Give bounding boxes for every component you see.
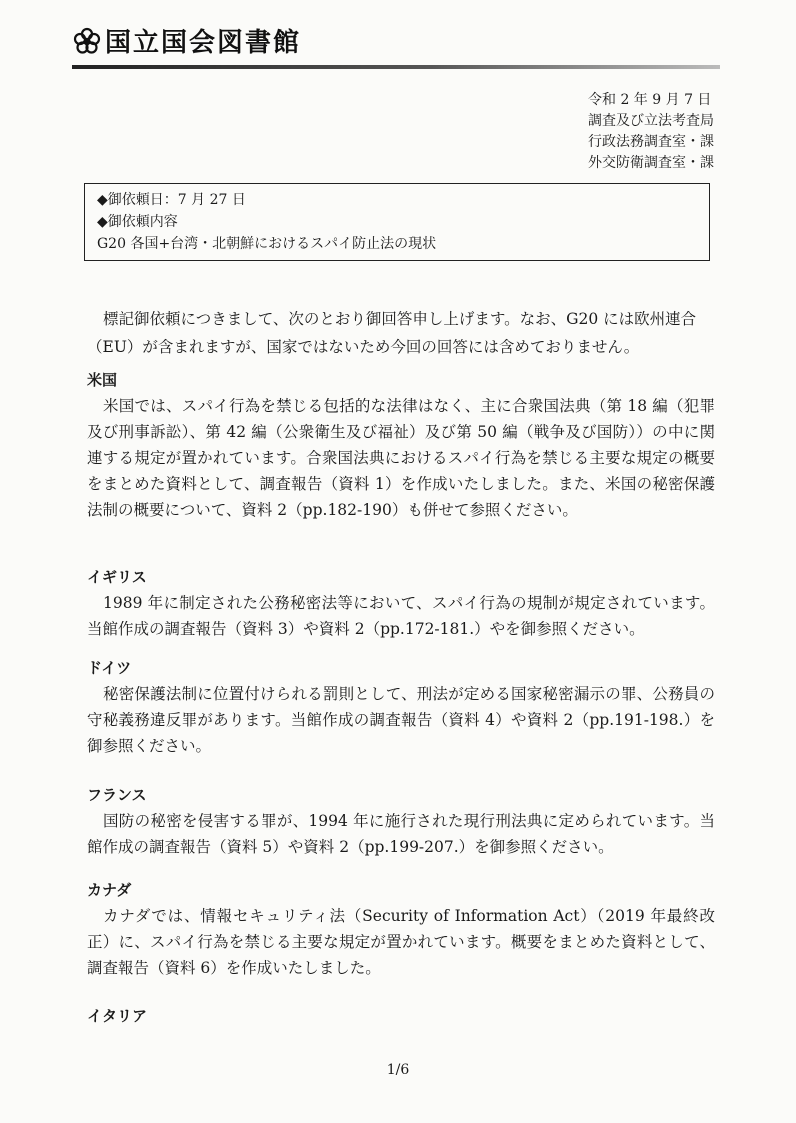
section-heading: 米国: [87, 371, 118, 389]
section-us: [87, 369, 715, 523]
section-text: 1989 年に制定された公務秘密法等において、スパイ行為の規制が規定されています。当館作成の調査報告（資料 3）や資料 2（pp.172-181.）やを御参照ください。: [87, 594, 715, 638]
page-number: 1/6: [386, 1062, 410, 1078]
section-text: 秘密保護法制に位置付けられる罰則として、刑法が定める国家秘密漏示の罪、公務員の守秘義務違反罪があります。当館作成の調査報告（資料 4）や資料 2（pp.191-198.）を御参照ください。: [87, 685, 715, 755]
department-line: 行政法務調査室・課: [588, 134, 714, 150]
ndl-logo-icon: [73, 27, 101, 55]
section-heading: イタリア: [87, 1007, 148, 1025]
intro-paragraph: 標記御依頼につきまして、次のとおり御回答申し上げます。なお、G20 には欧州連合（EU）が含まれますが、国家ではないため今回の回答には含めておりません。: [87, 309, 697, 356]
section-text: 米国では、スパイ行為を禁じる包括的な法律はなく、主に合衆国法典（第 18 編（犯罪及び刑事訴訟）、第 42 編（公衆衛生及び福祉）及び第 50 編（戦争及び国防））の中に関連する規定が置かれています。合衆国法典におけるスパイ行為を禁じる主要な規定の概要をまとめた資料として、調査報告（資料 1）を作成いたしました。また、米国の秘密保護法制の概要について、資料 2（pp.182-190）も併せて参照ください。: [87, 397, 715, 519]
department-line: 外交防衛調査室・課: [588, 155, 714, 171]
section-text: 国防の秘密を侵害する罪が、1994 年に施行された現行刑法典に定められています。当館作成の調査報告（資料 5）や資料 2（pp.199-207.）を御参照ください。: [87, 812, 715, 856]
department-line: 調査及び立法考査局: [588, 113, 714, 129]
request-box: [84, 183, 710, 261]
section-heading: フランス: [87, 786, 147, 804]
logo-text: 国立国会図書館: [105, 28, 302, 58]
request-date: ◆御依頼日：7 月 27 日: [97, 192, 246, 208]
request-content-text: G20 各国+台湾・北朝鮮におけるスパイ防止法の現状: [97, 236, 437, 252]
document-meta: [588, 90, 714, 174]
section-italy: [87, 1005, 715, 1027]
section-heading: ドイツ: [87, 659, 132, 677]
section-germany: [87, 657, 715, 759]
section-heading: カナダ: [87, 881, 132, 899]
section-canada: [87, 879, 715, 981]
page-header: [73, 22, 301, 59]
document-date: 令和 2 年 9 月 7 日: [588, 92, 712, 108]
section-text: カナダでは、情報セキュリティ法（Security of Information Act）（2019 年最終改正）に、スパイ行為を禁じる主要な規定が置かれています。概要をまとめた資料として、調査報告（資料 6）を作成いたしました。: [87, 907, 715, 977]
section-heading: イギリス: [87, 568, 147, 586]
section-france: [87, 784, 715, 860]
section-uk: [87, 566, 715, 642]
header-rule: [72, 65, 720, 69]
request-content-heading: ◆御依頼内容: [97, 214, 178, 230]
